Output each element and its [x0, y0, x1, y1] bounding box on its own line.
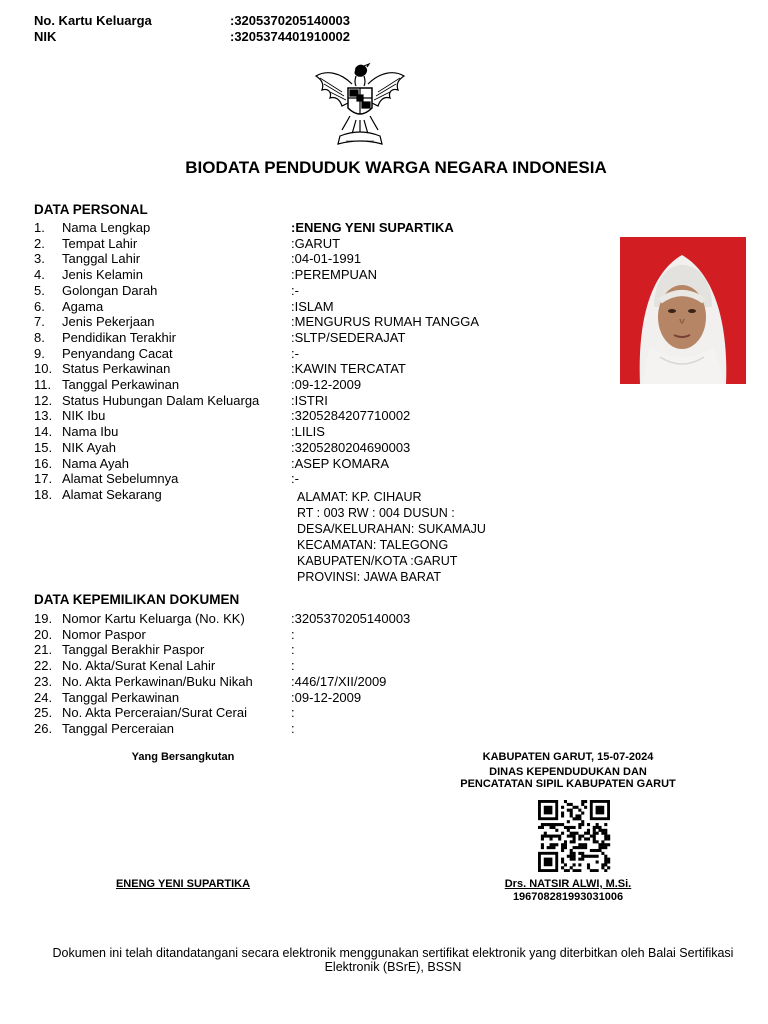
- qr-code-icon: [538, 800, 614, 872]
- row-value: :-: [291, 282, 299, 298]
- kk-value: :3205370205140003: [230, 13, 351, 28]
- row-label: Alamat Sebelumnya: [62, 471, 179, 487]
- signatory-caption: Yang Bersangkutan: [131, 751, 235, 763]
- row-value: :SLTP/SEDERAJAT: [291, 329, 406, 345]
- row-label: Tanggal Perkawinan: [62, 377, 180, 392]
- official-name: Drs. NATSIR ALWI, M.Si.: [504, 878, 632, 890]
- section-heading-personal: DATA PERSONAL: [34, 202, 148, 217]
- row-label: No. Akta Perkawinan/Buku Nikah: [62, 673, 253, 689]
- row-number: 6.: [34, 298, 45, 314]
- address-line: KECAMATAN: TALEGONG: [297, 538, 449, 552]
- row-value: :3205284207710002: [291, 408, 411, 424]
- row-value: :GARUT: [291, 235, 341, 251]
- row-number: 21.: [34, 642, 53, 658]
- row-label: Golongan Darah: [62, 282, 158, 298]
- row-value: :ASEP KOMARA: [291, 455, 390, 471]
- row-number: 3.: [34, 251, 45, 267]
- address-line: RT : 003 RW : 004 DUSUN :: [297, 506, 455, 520]
- row-number: 16.: [34, 455, 53, 471]
- row-number: 23.: [34, 673, 53, 689]
- issuer-line-1: DINAS KEPENDUDUKAN DAN: [489, 766, 647, 778]
- row-value: :ENENG YENI SUPARTIKA: [291, 220, 454, 235]
- row-number: 13.: [34, 408, 53, 424]
- row-label: No. Akta Perceraian/Surat Cerai: [62, 705, 247, 721]
- kk-label: No. Kartu Keluarga: [34, 13, 152, 28]
- person-photo-icon: [620, 237, 746, 384]
- row-value: :: [291, 705, 295, 721]
- row-label: Status Hubungan Dalam Keluarga: [62, 392, 260, 408]
- row-value: :ISLAM: [291, 298, 334, 314]
- row-label: Pendidikan Terakhir: [62, 329, 176, 345]
- section-heading-documents: DATA KEPEMILIKAN DOKUMEN: [34, 592, 240, 607]
- row-label: Agama: [62, 298, 104, 314]
- nik-value: :3205374401910002: [230, 29, 351, 44]
- row-number: 14.: [34, 424, 53, 440]
- row-label: Jenis Kelamin: [62, 267, 143, 283]
- row-number: 22.: [34, 658, 53, 674]
- row-number: 26.: [34, 720, 53, 736]
- row-value: :: [291, 626, 295, 642]
- row-number: 10.: [34, 361, 53, 377]
- row-label: Tanggal Perceraian: [62, 720, 175, 736]
- row-value: :-: [291, 471, 299, 487]
- address-line: DESA/KELURAHAN: SUKAMAJU: [297, 522, 486, 536]
- row-label: Tanggal Lahir: [62, 251, 141, 267]
- row-value: :-: [291, 345, 299, 361]
- row-label: Nomor Paspor: [62, 626, 146, 642]
- row-value: :MENGURUS RUMAH TANGGA: [291, 314, 480, 330]
- row-number: 17.: [34, 471, 53, 487]
- row-label: No. Akta/Surat Kenal Lahir: [62, 658, 216, 674]
- row-value: :: [291, 642, 295, 658]
- row-label: Nama Lengkap: [62, 220, 151, 235]
- row-number: 19.: [34, 611, 53, 626]
- person-photo: [620, 237, 746, 384]
- address-line: ALAMAT: KP. CIHAUR: [297, 490, 422, 504]
- row-value: :09-12-2009: [291, 689, 362, 705]
- row-value: :04-01-1991: [291, 251, 362, 267]
- row-number: 8.: [34, 329, 45, 345]
- electronic-signature-notice: Dokumen ini telah ditandatangani secara elektronik menggunakan sertifikat elektronik yang diterbitkan oleh Balai Sertifikasi Elektronik (BSrE), BSSN: [52, 946, 734, 974]
- row-number: 20.: [34, 626, 53, 642]
- row-label: Nama Ibu: [62, 424, 119, 440]
- row-value: :KAWIN TERCATAT: [291, 361, 406, 377]
- row-number: 4.: [34, 267, 45, 283]
- garuda-emblem-icon: [312, 62, 408, 152]
- row-value: :LILIS: [291, 424, 325, 440]
- row-label: Nama Ayah: [62, 455, 129, 471]
- official-nip: 196708281993031006: [512, 891, 624, 903]
- row-value: :: [291, 658, 295, 674]
- row-value: :446/17/XII/2009: [291, 673, 387, 689]
- row-number: 1.: [34, 220, 45, 235]
- nik-label: NIK: [34, 29, 57, 44]
- row-number: 12.: [34, 392, 53, 408]
- row-number: 2.: [34, 235, 45, 251]
- row-value: :PEREMPUAN: [291, 267, 377, 283]
- place-date: KABUPATEN GARUT, 15-07-2024: [482, 751, 654, 763]
- row-value: :ISTRI: [291, 392, 328, 408]
- row-label: Tempat Lahir: [62, 235, 138, 251]
- row-label: Tanggal Berakhir Paspor: [62, 642, 205, 658]
- row-label: NIK Ibu: [62, 408, 106, 424]
- row-number: 15.: [34, 439, 53, 455]
- row-label: Nomor Kartu Keluarga (No. KK): [62, 611, 245, 626]
- row-number: 11.: [34, 377, 52, 392]
- issuer-line-2: PENCATATAN SIPIL KABUPATEN GARUT: [460, 778, 676, 790]
- row-label: Penyandang Cacat: [62, 345, 173, 361]
- row-label: Tanggal Perkawinan: [62, 689, 180, 705]
- document-title: BIODATA PENDUDUK WARGA NEGARA INDONESIA: [185, 158, 607, 177]
- row-label: Alamat Sekarang: [62, 486, 162, 502]
- row-value: :3205280204690003: [291, 439, 411, 455]
- row-label: NIK Ayah: [62, 439, 116, 455]
- signatory-name: ENENG YENI SUPARTIKA: [115, 878, 251, 890]
- row-value: :3205370205140003: [291, 611, 411, 626]
- row-value: :: [291, 720, 295, 736]
- row-number: 9.: [34, 345, 45, 361]
- address-line: KABUPATEN/KOTA :GARUT: [297, 554, 458, 568]
- address-line: PROVINSI: JAWA BARAT: [297, 570, 442, 584]
- row-label: Status Perkawinan: [62, 361, 171, 377]
- row-value: :09-12-2009: [291, 377, 362, 392]
- row-label: Jenis Pekerjaan: [62, 314, 155, 330]
- row-number: 24.: [34, 689, 53, 705]
- row-number: 5.: [34, 282, 45, 298]
- row-number: 7.: [34, 314, 45, 330]
- row-number: 25.: [34, 705, 53, 721]
- row-number: 18.: [34, 486, 53, 502]
